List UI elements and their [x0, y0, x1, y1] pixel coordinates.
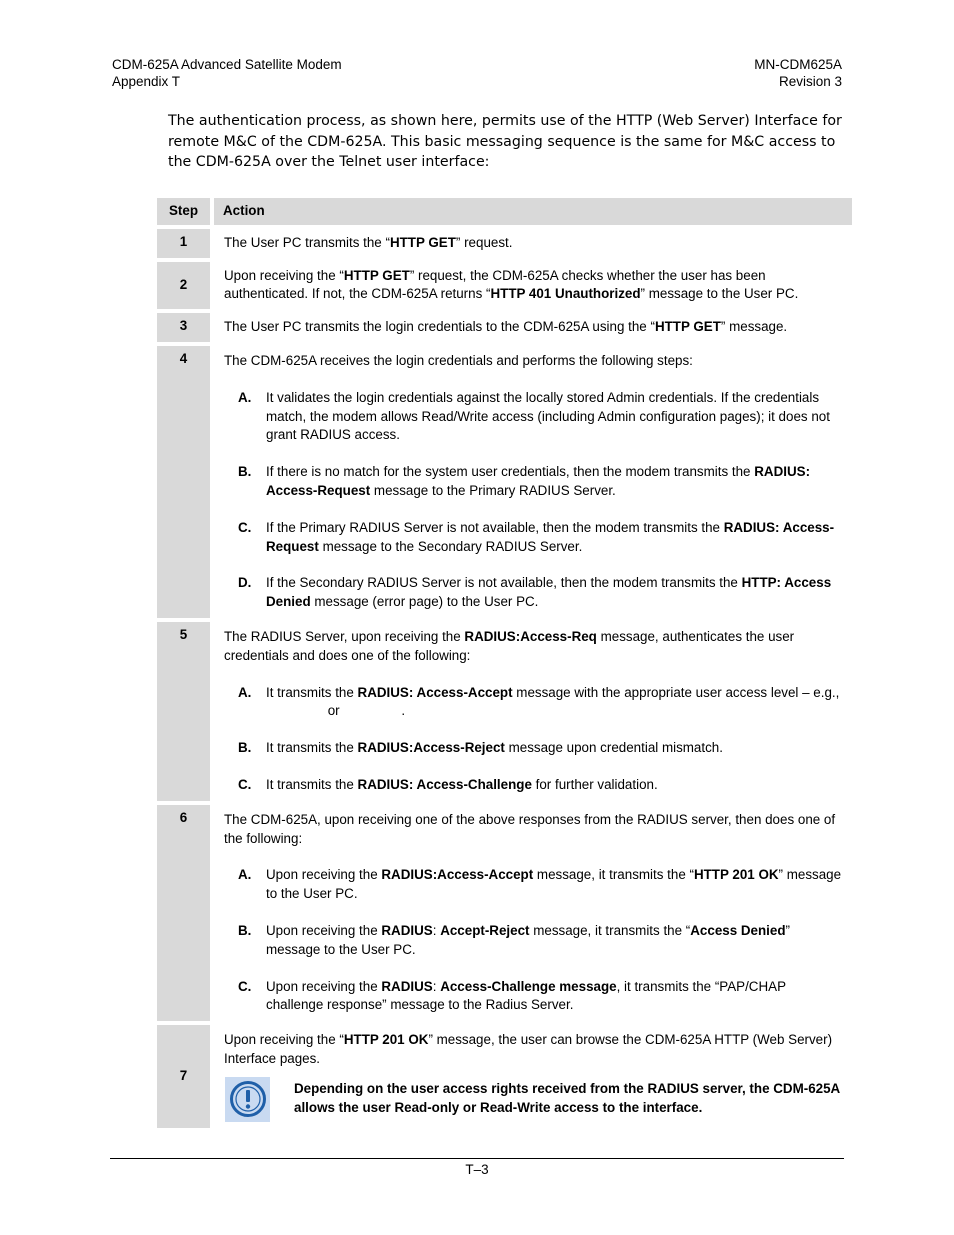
- text-run: Upon receiving the “: [224, 1032, 344, 1048]
- bold-text: RADIUS: Access-Challenge: [357, 776, 532, 792]
- table-header-row: [157, 198, 852, 225]
- sub-step: [224, 978, 843, 1016]
- text-run: The RADIUS Server, upon receiving the: [224, 628, 465, 644]
- text-run: for further validation.: [531, 776, 658, 792]
- text-run: The User PC transmits the “: [224, 234, 390, 250]
- table-row: [157, 309, 852, 342]
- text-run: , it transmits the “PAP/CHAP challenge response” message to the Radius Server.: [266, 978, 786, 1013]
- text-run: ” message.: [720, 319, 788, 335]
- bold-text: RADIUS:Access-Accept: [381, 867, 534, 883]
- sub-step-letter: C.: [238, 776, 252, 792]
- sub-step: [224, 574, 843, 612]
- text-run: message upon credential mismatch.: [504, 740, 723, 756]
- sub-step-text: [266, 922, 843, 960]
- text-run: .: [401, 703, 406, 719]
- page-number: T–3: [465, 1162, 489, 1177]
- table-row: [157, 1021, 852, 1128]
- sub-step: [224, 389, 843, 445]
- text-run: If there is no match for the system user credentials, then the modem transmits the: [266, 464, 755, 480]
- action-cell: [214, 225, 852, 258]
- info-icon: [225, 1077, 270, 1122]
- step-number-cell: [157, 342, 214, 618]
- bold-text: RADIUS:Access-Reject: [357, 740, 505, 756]
- step-number-cell: [157, 258, 214, 310]
- sub-step-letter: D.: [238, 575, 252, 591]
- header-revision: Revision 3: [778, 74, 842, 89]
- text-run: ” message, the user can browse the CDM-625A HTTP (Web Server) Interface pages.: [224, 1032, 833, 1066]
- text-run: :: [432, 922, 441, 938]
- bold-text: Accept-Reject: [440, 922, 530, 938]
- table-row: [157, 801, 852, 1021]
- action-text: [224, 1031, 843, 1069]
- table-row: [157, 342, 852, 618]
- action-text: [224, 352, 843, 371]
- text-run: It validates the login credentials against the locally stored Admin credentials. If the credentials match, the modem allows Read/Write access (including Admin configuration pages); it does not grant RADIUS access.: [266, 389, 830, 443]
- sub-step: [224, 866, 843, 904]
- column-header-step: Step: [157, 198, 214, 225]
- sub-step-letter: B.: [238, 464, 252, 480]
- header-doc-number: MN-CDM625A: [754, 57, 842, 72]
- sub-step-text: [266, 574, 843, 612]
- bold-text: RADIUS: [381, 922, 433, 938]
- table-body: [157, 225, 852, 1128]
- step-number-cell: [157, 309, 214, 342]
- text-run: It transmits the: [266, 776, 358, 792]
- sub-step-letter: A.: [238, 389, 252, 405]
- text-run: The CDM-625A, upon receiving one of the above responses from the RADIUS server, then does one of the following:: [224, 811, 836, 846]
- text-run: The CDM-625A receives the login credentials and performs the following steps:: [224, 352, 693, 368]
- bold-text: HTTP GET: [343, 267, 410, 283]
- text-run: Upon receiving the “: [224, 267, 344, 283]
- sub-step-text: [266, 389, 843, 445]
- table-row: [157, 225, 852, 258]
- header-appendix: Appendix T: [112, 74, 181, 89]
- header-title: CDM-625A Advanced Satellite Modem: [112, 57, 342, 72]
- action-cell: [214, 801, 852, 1021]
- column-header-action: Action: [214, 198, 852, 225]
- step-number: 3: [179, 318, 188, 334]
- action-cell: [214, 258, 852, 310]
- bold-text: HTTP 201 OK: [693, 867, 779, 883]
- text-run: It transmits the: [266, 684, 358, 700]
- text-run: ” message to the User PC.: [266, 867, 842, 902]
- note-text: Depending on the user access rights received from the RADIUS server, the CDM-625A allows the user Read-only or Read-Write access to the interface.: [294, 1080, 840, 1115]
- action-text: [224, 318, 843, 337]
- action-text: [224, 811, 843, 849]
- sub-step: [224, 776, 843, 795]
- text-run: It transmits the: [266, 740, 358, 756]
- bold-text: HTTP GET: [654, 319, 721, 335]
- bold-text: RADIUS: Access-Accept: [357, 684, 513, 700]
- sub-step-text: [266, 776, 843, 795]
- step-number: 5: [179, 626, 188, 642]
- intro-paragraph: The authentication process, as shown here, permits use of the HTTP (Web Server) Interface for remote M&C of the CDM-625A. This basic messaging sequence is the same for M&C access to the CDM-625A over the Telnet user interface:: [168, 113, 842, 170]
- text-run: Upon receiving the: [266, 867, 382, 883]
- text-run: ” message to the User PC.: [266, 922, 790, 957]
- bold-text: RADIUS: Access-Request: [266, 464, 811, 498]
- step-number-cell: [157, 801, 214, 1021]
- text-run: or: [324, 703, 344, 719]
- bold-text: HTTP GET: [389, 234, 456, 250]
- action-cell: [214, 342, 852, 618]
- bold-text: RADIUS:Access-Req: [464, 628, 597, 644]
- bold-text: RADIUS: [381, 978, 433, 994]
- sub-step: [224, 463, 843, 501]
- sub-step-letter: A.: [238, 684, 252, 700]
- text-run: The User PC transmits the login credentials to the CDM-625A using the “: [224, 319, 655, 335]
- header-left: [112, 56, 342, 90]
- text-run: If the Primary RADIUS Server is not available, then the modem transmits the: [266, 519, 724, 535]
- header-right: [754, 56, 842, 90]
- action-text: [224, 234, 843, 253]
- text-run: message (error page) to the User PC.: [310, 594, 539, 610]
- action-cell: [214, 618, 852, 801]
- text-run: ” request, the CDM-625A checks whether the user has been authenticated. If not, the CDM-625A returns “: [224, 267, 766, 302]
- step-number: 6: [179, 809, 188, 825]
- text-run: If the Secondary RADIUS Server is not available, then the modem transmits the: [266, 575, 742, 591]
- footer-rule: [110, 1158, 844, 1159]
- text-run: message with the appropriate user access level – e.g.,: [512, 684, 840, 700]
- text-run: message to the Primary RADIUS Server.: [370, 482, 616, 498]
- bold-text: RADIUS: Access-Request: [266, 519, 835, 554]
- sub-step-text: [266, 519, 843, 557]
- text-run: message to the Secondary RADIUS Server.: [318, 538, 583, 554]
- step-number-cell: [157, 1021, 214, 1128]
- action-text: [224, 267, 843, 305]
- table-row: [157, 618, 852, 801]
- sub-step-text: [266, 866, 843, 904]
- step-number: 4: [179, 350, 188, 366]
- bold-text: Access-Challenge message: [440, 978, 617, 994]
- bold-text: HTTP 401 Unauthorized: [490, 286, 641, 302]
- table-row: [157, 258, 852, 310]
- sub-step: [224, 922, 843, 960]
- step-number: 1: [179, 233, 188, 249]
- text-run: ” request.: [455, 234, 513, 250]
- action-cell: [214, 1021, 852, 1128]
- sub-step-letter: B.: [238, 922, 252, 938]
- action-cell: [214, 309, 852, 342]
- sub-step: [224, 684, 843, 722]
- step-number: 7: [179, 1068, 188, 1083]
- sub-step-text: [266, 978, 843, 1016]
- bold-text: Access Denied: [690, 922, 786, 938]
- sub-step: [224, 739, 843, 758]
- sub-step: [224, 519, 843, 557]
- steps-table: [157, 198, 852, 1128]
- step-number-cell: [157, 618, 214, 801]
- sub-step-letter: B.: [238, 740, 252, 756]
- action-text: [224, 628, 843, 666]
- text-run: message, it transmits the “: [529, 922, 691, 938]
- sub-step-text: [266, 463, 843, 501]
- sub-step-text: [266, 739, 843, 758]
- step-number: 2: [179, 276, 188, 292]
- sub-step-letter: C.: [238, 978, 252, 994]
- text-run: message, authenticates the user credentials and does one of the following:: [224, 628, 795, 663]
- text-run: :: [432, 978, 441, 994]
- sub-step-letter: C.: [238, 519, 252, 535]
- step-number-cell: [157, 225, 214, 258]
- bold-text: HTTP 201 OK: [343, 1032, 429, 1048]
- bold-text: HTTP: Access Denied: [266, 575, 832, 610]
- text-run: Upon receiving the: [266, 922, 382, 938]
- text-run: ” message to the User PC.: [640, 286, 799, 302]
- note-box: [224, 1077, 843, 1122]
- sub-step-letter: A.: [238, 867, 252, 883]
- text-run: Upon receiving the: [266, 978, 382, 994]
- sub-step-text: [266, 684, 843, 722]
- text-run: message, it transmits the “: [533, 867, 694, 883]
